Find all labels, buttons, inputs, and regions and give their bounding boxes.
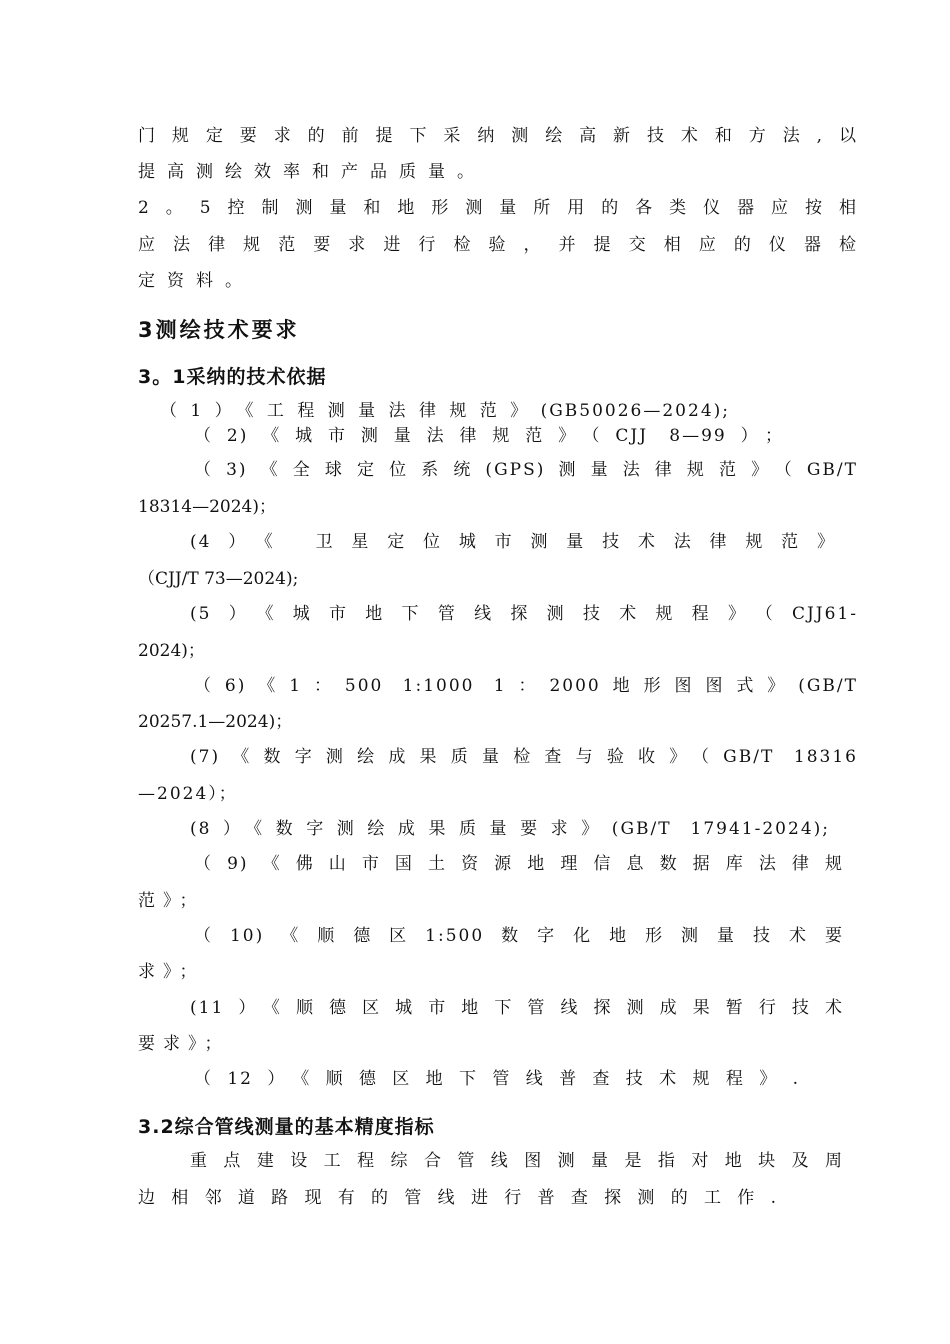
intro-line-1: 门规定要求的前提下采纳测绘高新技术和方法,以 [138, 126, 858, 146]
reference-2: （2)《城市测量法律规范》（CJJ 8—99）； [194, 426, 784, 446]
reference-8: (8）《数字测绘成果质量要求》(GB/T 17941-2024); [190, 819, 830, 839]
reference-10a: （10)《顺德区1:500数字化地形测量技术要 [194, 926, 844, 946]
reference-11a: (11）《顺德区城市地下管线探测成果暂行技术 [190, 998, 844, 1018]
section-3-2-para-line-2: 边相邻道路现有的管线进行普查探测的工作. [138, 1188, 778, 1208]
reference-12: （12）《顺德区地下管线普查技术规程》. [194, 1069, 800, 1089]
reference-5a: (5）《城市地下管线探测技术规程》（CJJ61- [190, 604, 858, 624]
intro-line-4: 应法律规范要求进行检验，并提交相应的仪器检 [138, 235, 858, 255]
section-3-1-heading: 3。1采纳的技术依据 [138, 366, 327, 388]
reference-5b: 2024)； [138, 641, 205, 661]
intro-line-2: 提高测绘效率和产品质量。 [138, 162, 486, 182]
reference-3b: 18314—2024)； [138, 497, 276, 517]
reference-9b: 范》； [138, 891, 205, 911]
reference-4b: （CJJ/T 73—2024); [138, 569, 299, 589]
reference-3a: （3)《全球定位系统(GPS)测量法律规范》（GB/T [194, 460, 858, 480]
section-3-2-heading: 3.2综合管线测量的基本精度指标 [138, 1116, 435, 1138]
intro-line-3: 2。5控制测量和地形测量所用的各类仪器应按相 [138, 198, 858, 218]
reference-11b: 要求》； [138, 1034, 230, 1054]
reference-6a: （6)《1：500 1:1000 1：2000地形图图式》(GB/T [194, 676, 858, 696]
reference-7b: —2024）； [138, 784, 238, 804]
reference-4a: (4）《 卫星定位城市测量技术法律规范》 [190, 532, 836, 552]
reference-9a: （9)《佛山市国土资源地理信息数据库法律规 [194, 854, 844, 874]
intro-line-5: 定资料。 [138, 271, 254, 291]
section-3-heading: 3测绘技术要求 [138, 318, 300, 342]
reference-1: （1）《工程测量法律规范》(GB50026—2024); [160, 401, 730, 421]
section-3-2-para-line-1: 重点建设工程综合管线图测量是指对地块及周 [190, 1151, 844, 1171]
reference-7a: (7)《数字测绘成果质量检查与验收》（GB/T 18316 [190, 747, 858, 767]
reference-10b: 求》； [138, 962, 205, 982]
reference-6b: 20257.1—2024)； [138, 712, 293, 732]
